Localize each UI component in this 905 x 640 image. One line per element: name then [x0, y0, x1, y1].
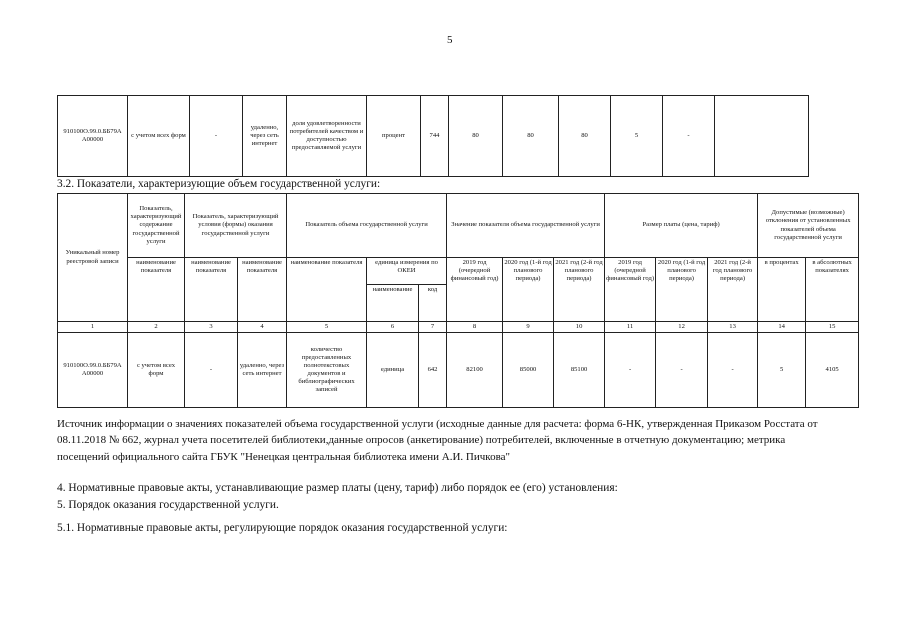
column-number: 10 — [554, 322, 605, 333]
header-year: 2020 год (1-й год планового периода) — [656, 258, 708, 322]
table-cell: удаленно, через сеть интернет — [243, 96, 287, 177]
column-number: 8 — [447, 322, 503, 333]
table-cell: единица — [367, 333, 419, 408]
table-cell: 910100О.99.0.ББ79А А00000 — [58, 333, 128, 408]
table-cell — [715, 96, 809, 177]
header-volume: Показатель объема государственной услуги — [287, 194, 447, 258]
table-cell: с учетом всех форм — [128, 96, 190, 177]
header-year: 2019 год (очередной финансовый год) — [447, 258, 503, 322]
column-number: 3 — [185, 322, 238, 333]
column-number: 7 — [419, 322, 447, 333]
section-heading-3-2: 3.2. Показатели, характеризующие объем государственной услуги: — [57, 178, 381, 190]
header-unit-code: код — [419, 285, 447, 322]
header-indicator-name: наименование показателя — [287, 258, 367, 322]
column-number: 9 — [503, 322, 554, 333]
column-number: 12 — [656, 322, 708, 333]
column-number: 5 — [287, 322, 367, 333]
table-cell: 82100 — [447, 333, 503, 408]
table-cell: с учетом всех форм — [128, 333, 185, 408]
table-header-row — [58, 194, 859, 258]
column-number: 2 — [128, 322, 185, 333]
table-cell: - — [663, 96, 715, 177]
page-number: 5 — [447, 34, 453, 46]
column-number: 14 — [758, 322, 806, 333]
column-number: 1 — [58, 322, 128, 333]
table-cell: 5 — [611, 96, 663, 177]
header-unit: единица измерения по ОКЕИ — [367, 258, 447, 285]
header-unique-number: Уникальный номер реестровой записи — [58, 194, 128, 322]
table-cell: 85100 — [554, 333, 605, 408]
header-indicator-name: наименование показателя — [238, 258, 287, 322]
header-year: 2021 год (2-й год планового периода) — [554, 258, 605, 322]
table-cell: - — [185, 333, 238, 408]
table-cell: 744 — [421, 96, 449, 177]
table-cell: 4105 — [806, 333, 859, 408]
table-cell: 642 — [419, 333, 447, 408]
table-cell: - — [605, 333, 656, 408]
table-cell: - — [656, 333, 708, 408]
table-cell: 910100О.99.0.ББ79А А00000 — [58, 96, 128, 177]
column-number-row — [58, 322, 859, 333]
table-row — [58, 333, 859, 408]
header-indicator-name: наименование показателя — [185, 258, 238, 322]
table-cell: - — [190, 96, 243, 177]
table-row — [58, 96, 809, 177]
header-year: 2019 год (очередной финансовый год) — [605, 258, 656, 322]
section-heading-5-1: 5.1. Нормативные правовые акты, регулирующие порядок оказания государственной услуги: — [57, 522, 508, 534]
header-indicator-name: наименование показателя — [128, 258, 185, 322]
table-cell: 80 — [559, 96, 611, 177]
header-unit-name: наименование — [367, 285, 419, 322]
header-absolute: в абсолютных показателях — [806, 258, 859, 322]
table-header-row — [58, 258, 859, 285]
source-info-paragraph: Источник информации о значениях показателей объема государственной услуги (исходные данные для расчета: форма 6-НК, утвержденная Приказом Росстата от 08.11.2018 № 662, журнал учета посетителей библиотеки,данные опросов (анкетирование) потребителей, включенные в отчетную документацию; метрика посещений официального сайта ГБУК "Ненецкая центральная библиотека имени А.И. Пичкова" — [57, 418, 818, 463]
header-values: Значение показателя объема государственной услуги — [447, 194, 605, 258]
quality-indicator-table — [57, 95, 809, 177]
table-cell: 85000 — [503, 333, 554, 408]
header-deviation: Допустимые (возможные) отклонения от установленных показателей объема государственной услуги — [758, 194, 859, 258]
column-number: 4 — [238, 322, 287, 333]
column-number: 11 — [605, 322, 656, 333]
header-conditions: Показатель, характеризующий условия (формы) оказания государственной услуги — [185, 194, 287, 258]
column-number: 13 — [708, 322, 758, 333]
table-cell: количество предоставленных полнотекстовых документов и библиографических записей — [287, 333, 367, 408]
section-heading-5: 5. Порядок оказания государственной услуги. — [57, 499, 279, 511]
table-cell: доля удовлетворенности потребителей качеством и доступностью предоставляемой услуги — [287, 96, 367, 177]
header-fee: Размер платы (цена, тариф) — [605, 194, 758, 258]
table-cell: 5 — [758, 333, 806, 408]
column-number: 6 — [367, 322, 419, 333]
table-cell: 80 — [503, 96, 559, 177]
section-heading-4: 4. Нормативные правовые акты, устанавливающие размер платы (цену, тариф) либо порядок ее (его) установления: — [57, 482, 618, 494]
header-content: Показатель, характеризующий содержание государственной услуги — [128, 194, 185, 258]
header-percent: в процентах — [758, 258, 806, 322]
table-cell: удаленно, через сеть интернет — [238, 333, 287, 408]
header-year: 2020 год (1-й год планового периода) — [503, 258, 554, 322]
volume-indicator-table — [57, 193, 859, 408]
table-cell: - — [708, 333, 758, 408]
table-cell: 80 — [449, 96, 503, 177]
table-cell: процент — [367, 96, 421, 177]
header-year: 2021 год (2-й год планового периода) — [708, 258, 758, 322]
column-number: 15 — [806, 322, 859, 333]
